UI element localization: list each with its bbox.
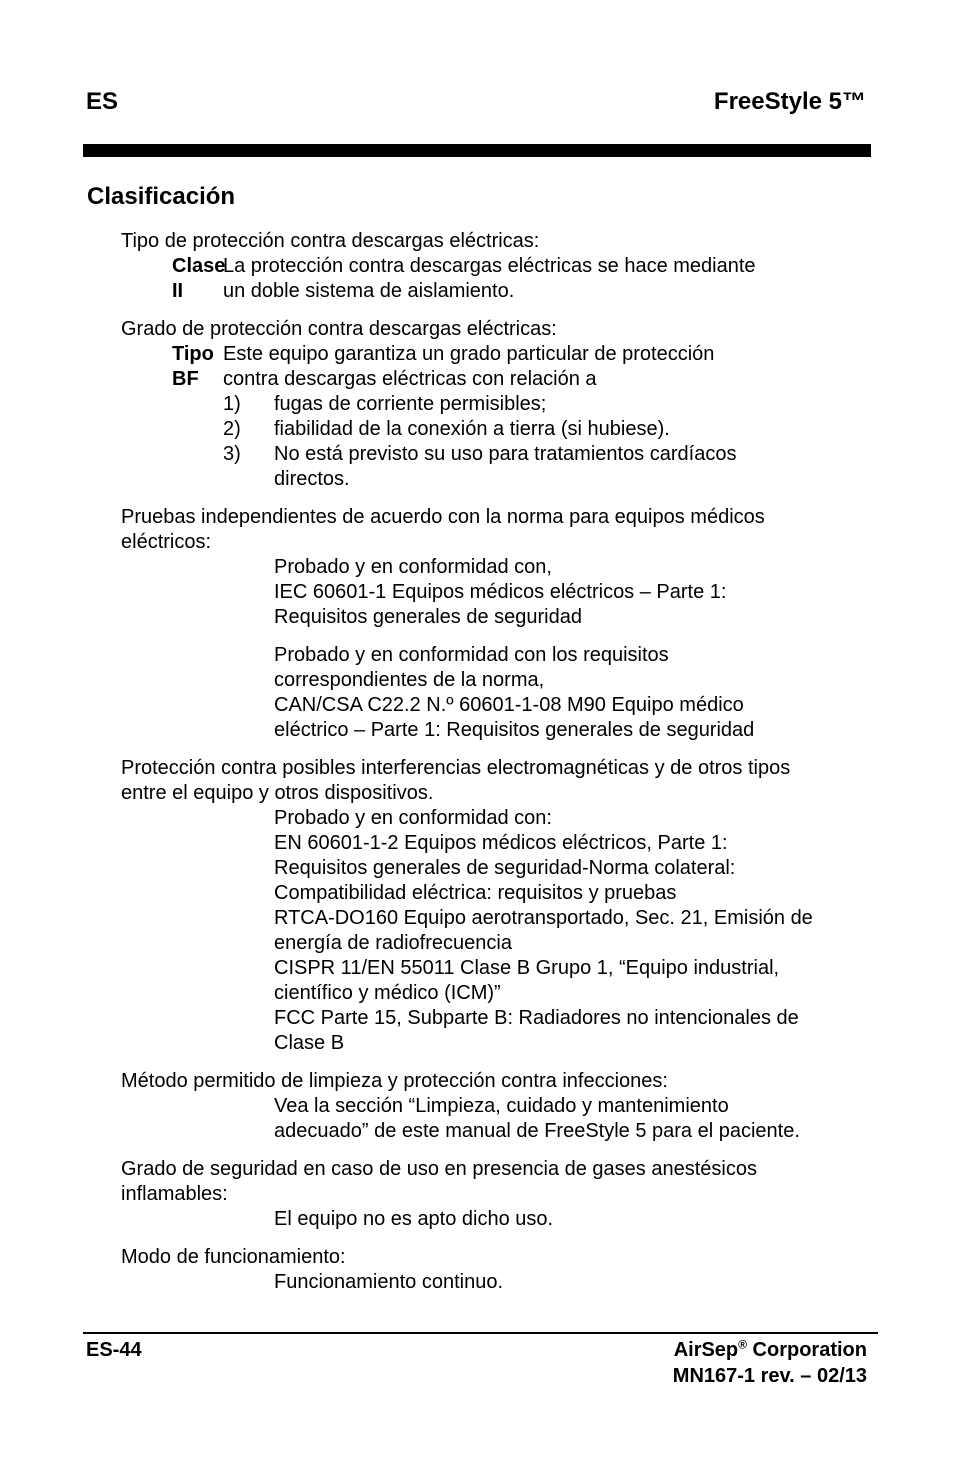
section-grado-proteccion — [121, 317, 871, 492]
text-block: Vea la sección “Limpieza, cuidado y mantenimiento adecuado” de este manual de FreeStyle 5 para el paciente. — [274, 1095, 800, 1142]
section-label: Grado de seguridad en caso de uso en presencia de gases anestésicos — [121, 1158, 757, 1180]
conformity-block: Probado y en conformidad con: EN 60601-1-2 Equipos médicos eléctricos, Parte 1: Requisitos generales de seguridad-Norma colateral: Compatibilidad eléctrica: requisitos y pruebas RTCA-DO160 Equipo aerotransportado, Sec. 21, Emisión de energía de radiofrecuencia CISPR 11/EN 55011 Clase B Grupo 1, “Equipo industrial, científico y médico (ICM)” FCC Parte 15, Subparte B: Radiadores no intencionales de Clase B — [274, 807, 813, 1054]
section-seguridad-gases — [121, 1157, 871, 1232]
conformity-block: Probado y en conformidad con, IEC 60601-1 Equipos médicos eléctricos – Parte 1: Requisitos generales de seguridad — [274, 556, 727, 628]
list-item: 1) fugas de corriente permisibles; — [223, 393, 547, 415]
definition-clase-ii — [121, 254, 871, 304]
section-label: inflamables: — [121, 1183, 228, 1205]
section-label: Tipo de protección contra descargas eléctricas: — [121, 230, 540, 252]
conformity-block: Probado y en conformidad con los requisitos correspondientes de la norma, CAN/CSA C22.2 N.º 60601-1-08 M90 Equipo médico eléctrico – Parte 1: Requisitos generales de seguridad — [274, 644, 755, 741]
header-product: FreeStyle 5™ — [713, 88, 866, 115]
definition-text: La protección contra descargas eléctricas se hace mediante un doble sistema de aislamiento. — [223, 255, 756, 302]
text-block: Funcionamiento continuo. — [274, 1271, 504, 1293]
section-tipo-proteccion — [121, 229, 871, 304]
section-label: Grado de protección contra descargas eléctricas: — [121, 318, 557, 340]
list-item: 2) fiabilidad de la conexión a tierra (si hubiese). — [223, 418, 670, 440]
section-label: Pruebas independientes de acuerdo con la norma para equipos médicos — [121, 506, 765, 528]
content — [121, 229, 871, 1308]
page-title: Clasificación — [87, 183, 236, 210]
section-label: Modo de funcionamiento: — [121, 1246, 346, 1268]
section-interferencias — [121, 756, 871, 1056]
definition-term: Clase II — [172, 255, 226, 302]
section-label: entre el equipo y otros dispositivos. — [121, 782, 434, 804]
header-rule — [83, 144, 871, 157]
definition-text: Este equipo garantiza un grado particular de protección contra descargas eléctricas con relación a 1) fugas de corriente permisibles; 2) fiabilidad de la conexión a tierra (si hubiese). 3) No está previsto su uso para tratamientos cardíacos directos. — [223, 342, 871, 492]
footer-doc-id: MN167-1 rev. – 02/13 — [672, 1365, 867, 1387]
footer-company: AirSep® Corporation — [673, 1337, 867, 1361]
section-label: eléctricos: — [121, 531, 212, 553]
section-limpieza — [121, 1069, 871, 1144]
section-pruebas — [121, 505, 871, 743]
section-modo — [121, 1245, 871, 1295]
section-label: Método permitido de limpieza y protección contra infecciones: — [121, 1070, 668, 1092]
definition-tipo-bf — [121, 342, 871, 492]
section-label: Protección contra posibles interferencias electromagnéticas y de otros tipos — [121, 757, 791, 779]
footer-info — [673, 1337, 867, 1389]
footer-rule — [83, 1332, 878, 1334]
definition-term: Tipo BF — [172, 343, 214, 390]
text-block: El equipo no es apto dicho uso. — [274, 1208, 554, 1230]
list-item: 3) No está previsto su uso para tratamientos cardíacos directos. — [223, 443, 737, 490]
header-language: ES — [86, 88, 119, 115]
page-number: ES-44 — [86, 1339, 142, 1361]
